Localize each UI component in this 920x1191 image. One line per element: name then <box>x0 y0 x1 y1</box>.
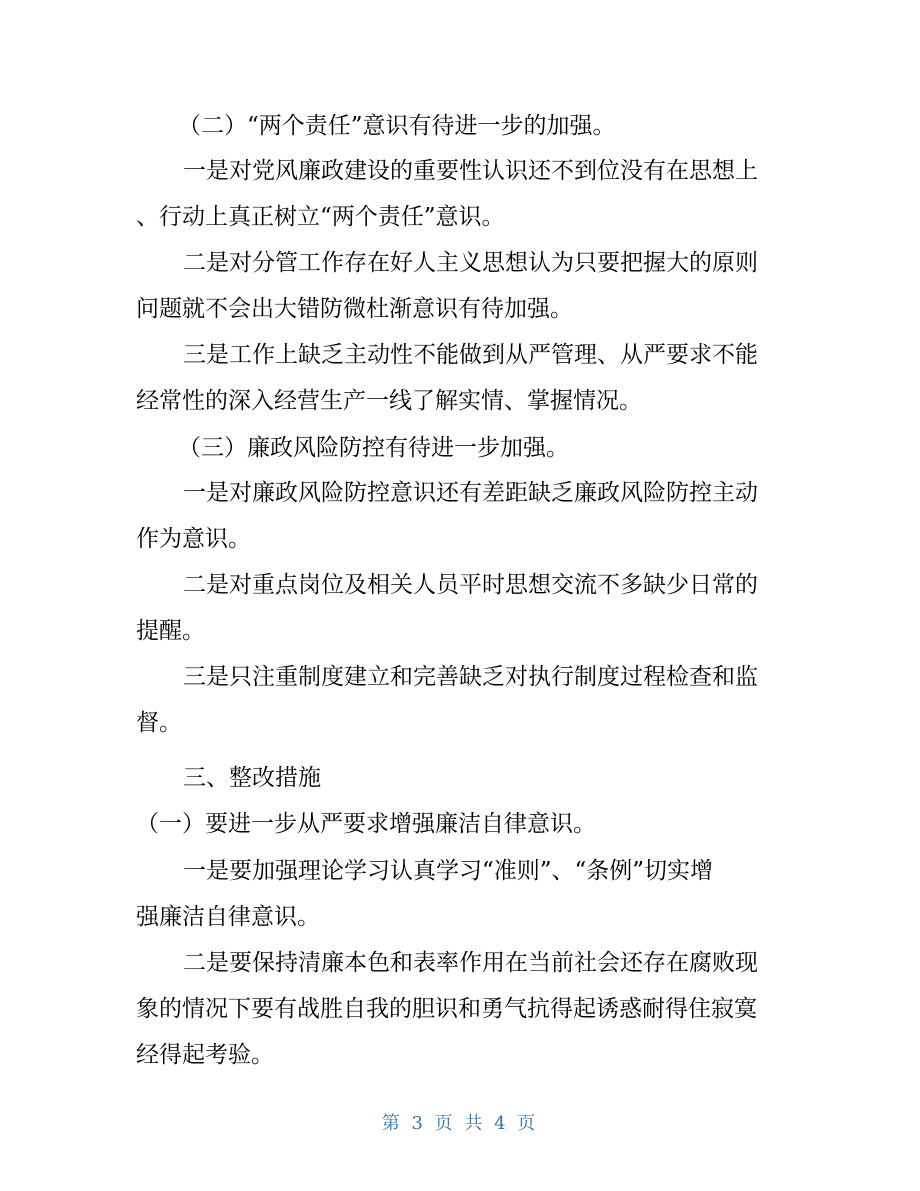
paragraph-line: 二是要保持清廉本色和表率作用在当前社会还存在腐败现 <box>183 950 758 976</box>
paragraph-line: 问题就不会出大错防微杜渐意识有待加强。 <box>136 296 573 322</box>
paragraph-line: 三是工作上缺乏主动性不能做到从严管理、从严要求不能 <box>183 342 758 368</box>
paragraph-line: 经得起考验。 <box>136 1042 274 1068</box>
section-heading-1: （一）要进一步从严要求增强廉洁自律意识。 <box>136 811 596 837</box>
paragraph-line: 督。 <box>136 710 182 736</box>
section-heading-main: 三、整改措施 <box>183 765 321 791</box>
paragraph-line: 提醒。 <box>136 618 205 644</box>
page-number-footer: 第 3 页 共 4 页 <box>381 1113 539 1134</box>
section-heading-2: （二）“两个责任”意识有待进一步的加强。 <box>178 113 616 139</box>
paragraph-line: 一是对廉政风险防控意识还有差距缺乏廉政风险防控主动 <box>183 480 758 506</box>
section-heading-3: （三）廉政风险防控有待进一步加强。 <box>178 435 569 461</box>
paragraph-line: 象的情况下要有战胜自我的胆识和勇气抗得起诱惑耐得住寂寞 <box>136 996 757 1022</box>
paragraph-line: 二是对分管工作存在好人主义思想认为只要把握大的原则 <box>183 250 758 276</box>
paragraph-line: 三是只注重制度建立和完善缺乏对执行制度过程检查和监 <box>183 664 758 690</box>
paragraph-line: 一是对党风廉政建设的重要性认识还不到位没有在思想上 <box>183 158 758 184</box>
paragraph-line: 二是对重点岗位及相关人员平时思想交流不多缺少日常的 <box>183 572 758 598</box>
paragraph-line: 、行动上真正树立“两个责任”意识。 <box>136 204 505 230</box>
paragraph-line: 经常性的深入经营生产一线了解实情、掌握情况。 <box>136 388 642 414</box>
paragraph-line: 一是要加强理论学习认真学习“准则”、“条例”切实增 <box>183 858 714 884</box>
paragraph-line: 作为意识。 <box>136 526 251 552</box>
paragraph-line: 强廉洁自律意识。 <box>136 904 320 930</box>
